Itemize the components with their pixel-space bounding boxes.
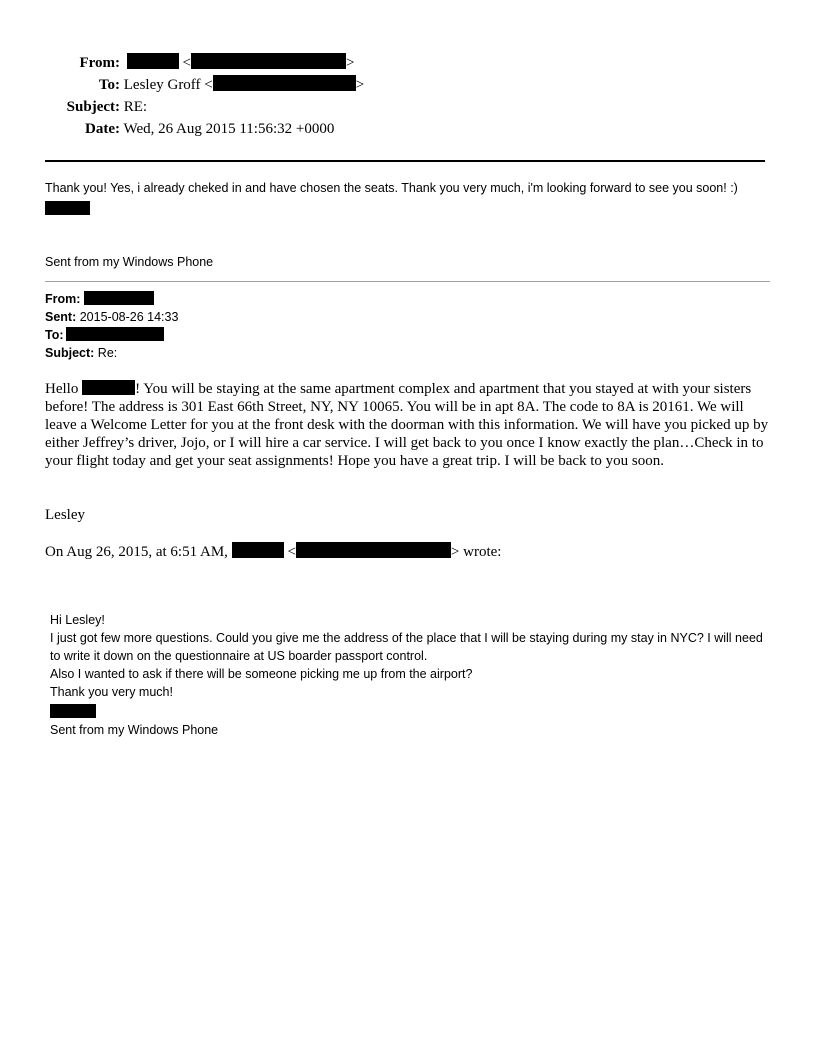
redacted-quoted-from [84, 291, 154, 305]
original-line-3: Thank you very much! [50, 685, 173, 699]
quoted-sent-label: Sent: [45, 310, 77, 324]
original-line-2: Also I wanted to ask if there will be someone picking me up from the airport? [50, 667, 473, 681]
quoted-to-line [45, 326, 178, 344]
redacted-recipient-email [213, 75, 356, 91]
redacted-sender-name [127, 53, 179, 69]
message-signoff: Lesley [45, 507, 85, 523]
reply-sent-from: Sent from my Windows Phone [45, 255, 214, 269]
message-text: ! You will be staying at the same apartment complex and apartment that you stayed at with your sisters before! The address is 301 East 66th Street, NY, NY 10065. You will be in apt 8A. The code to 8A is 20161. We will leave a Welcome Letter for you at the front desk with the doorman with this information. We will have you picked up by either Jeffrey’s driver, Jojo, or I will hire a car service. I will get back to you once I know exactly the plan…Check in to your flight today and get your seat assignments! Hope you have a great trip. I will be back to you soon. [45, 381, 769, 469]
original-sent-from: Sent from my Windows Phone [50, 723, 219, 737]
angle-open: < [182, 55, 191, 71]
from-label: From: [79, 55, 120, 71]
redacted-writer-email [296, 542, 451, 558]
header-subject-line [0, 96, 147, 118]
subject-label: Subject: [66, 99, 120, 115]
message-paragraph [45, 380, 775, 470]
on-wrote-prefix: On Aug 26, 2015, at 6:51 AM, [45, 544, 228, 560]
quoted-to-label: To: [45, 328, 64, 342]
angle-close: > [345, 55, 355, 71]
quoted-sent-value: 2015-08-26 14:33 [79, 310, 179, 324]
on-wrote-suffix: > wrote: [450, 544, 502, 560]
original-greeting: Hi Lesley! [50, 613, 105, 627]
original-line-1: I just got few more questions. Could you give me the address of the place that I will be staying during my stay in NYC? I will need to write it down on the questionnaire at US boarder passport control. [50, 631, 763, 663]
header-from-line [0, 52, 354, 74]
to-label: To: [98, 77, 120, 93]
original-message [50, 611, 770, 739]
redacted-quoted-to [66, 327, 164, 341]
header-divider [45, 160, 765, 162]
quoted-header [45, 290, 178, 362]
quoted-subject-label: Subject: [45, 346, 95, 360]
redacted-recipient-name [82, 380, 135, 395]
message-body [45, 380, 775, 470]
angle-open: < [204, 77, 213, 93]
quoted-subject-line [45, 344, 178, 362]
angle-open: < [287, 544, 296, 560]
redacted-original-signature [50, 704, 96, 718]
redacted-reply-signature [45, 201, 90, 215]
quote-divider [45, 281, 770, 282]
reply-text: Thank you! Yes, i already cheked in and have chosen the seats. Thank you very much, i'm looking forward to see you soon! :) [45, 181, 738, 195]
on-wrote-line [45, 542, 501, 561]
angle-close: > [355, 77, 365, 93]
to-name: Lesley Groff [123, 77, 201, 93]
redacted-sender-email [191, 53, 346, 69]
header-date-line [0, 118, 334, 140]
date-label: Date: [85, 121, 120, 137]
subject-value: RE: [123, 99, 148, 115]
quoted-sent-line [45, 308, 178, 326]
redacted-writer-name [232, 542, 284, 558]
hello-word: Hello [45, 381, 79, 397]
quoted-subject-value: Re: [97, 346, 118, 360]
header-to-line [0, 74, 364, 96]
quoted-from-line [45, 290, 178, 308]
quoted-from-label: From: [45, 292, 81, 306]
reply-body [45, 180, 773, 218]
date-value: Wed, 26 Aug 2015 11:56:32 +0000 [123, 121, 335, 137]
